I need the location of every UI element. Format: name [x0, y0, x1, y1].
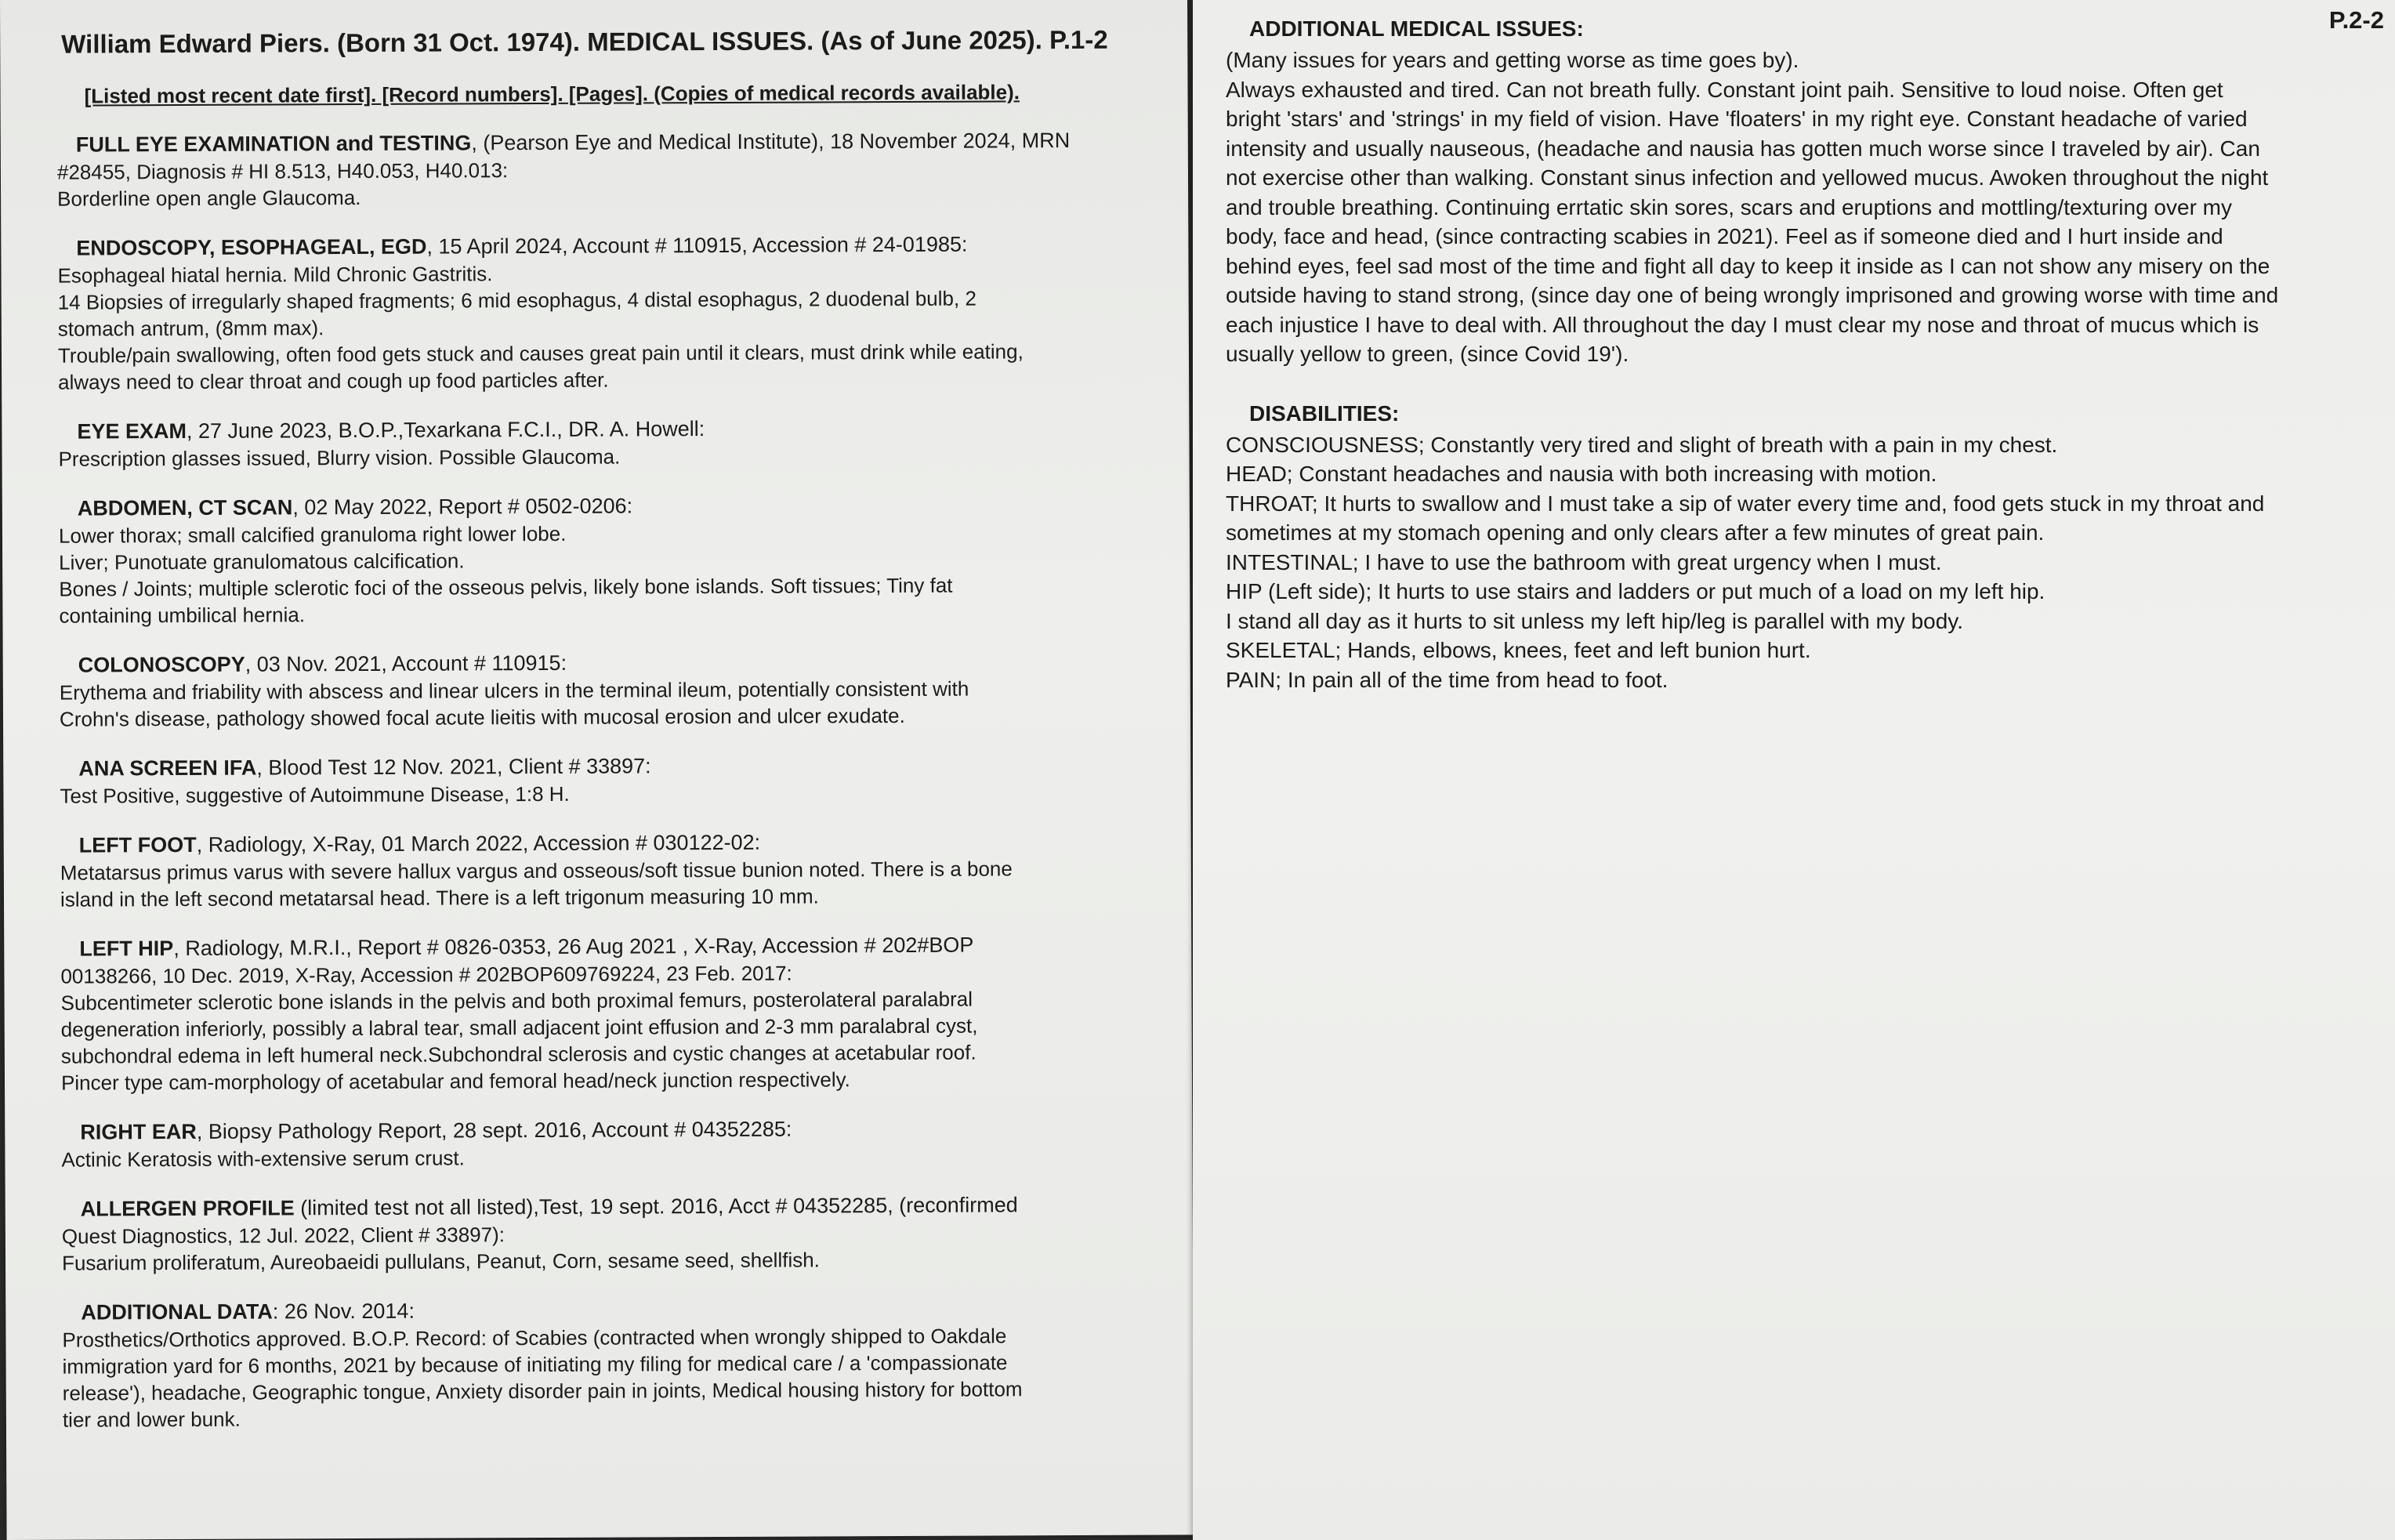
disability-item: I stand all day as it hurts to sit unless my left hip/leg is parallel with my body. — [1226, 608, 1964, 633]
record-entry — [58, 413, 1142, 473]
record-heading — [76, 230, 1141, 263]
additional-issues-heading: ADDITIONAL MEDICAL ISSUES: — [1249, 16, 1584, 41]
record-line: Fusarium proliferatum, Aureobaeidi pullulans, Peanut, Corn, sesame seed, shellfish. — [61, 1248, 820, 1275]
text-line: intensity and usually nauseous, (headache and nausia has gotten much worse since I traveled by air). Can — [1226, 136, 2260, 161]
record-details: , Radiology, X-Ray, 01 March 2022, Accession # 030122-02: — [196, 830, 761, 857]
record-heading — [78, 647, 1143, 679]
record-line: Borderline open angle Glaucoma. — [57, 185, 361, 211]
record-heading — [78, 750, 1143, 783]
disability-item: INTESTINAL; I have to use the bathroom with great urgency when I must. — [1226, 549, 1942, 574]
record-entry — [60, 647, 1143, 733]
record-line: Prosthetics/Orthotics approved. B.O.P. Record: of Scabies (contracted when wrongly shipped to Oakdale — [62, 1324, 1007, 1352]
record-entry — [61, 1114, 1145, 1173]
text-line: Always exhausted and tired. Can not breath fully. Constant joint paih. Sensitive to loud noise. Often get — [1226, 77, 2223, 102]
record-line: Crohn's disease, pathology showed focal acute lieitis with mucosal erosion and ulcer exudate. — [59, 703, 905, 731]
record-label: RIGHT EAR — [80, 1119, 197, 1144]
additional-issues-text — [1226, 45, 2364, 369]
record-line: stomach antrum, (8mm max). — [57, 316, 324, 341]
record-line: Liver; Punotuate granulomatous calcification. — [59, 549, 465, 574]
record-heading — [79, 827, 1144, 860]
record-line: Prescription glasses issued, Blurry vision. Possible Glaucoma. — [58, 444, 621, 471]
record-details: (limited test not all listed),Test, 19 sept. 2016, Acct # 04352285, (reconfirmed — [294, 1193, 1018, 1220]
text-line: body, face and head, (since contracting scabies in 2021). Feel as if someone died and I hurt inside and — [1226, 224, 2223, 248]
record-line: 00138266, 10 Dec. 2019, X-Ray, Accession # 202BOP609769224, 23 Feb. 2017: — [60, 961, 792, 988]
record-label: ANA SCREEN IFA — [78, 756, 257, 781]
record-heading — [80, 1114, 1145, 1147]
record-line: Subcentimeter sclerotic bone islands in the pelvis and both proximal femurs, posterolateral paralabral — [60, 987, 973, 1015]
text-line: outside having to stand strong, (since day one of being wrongly imprisoned and growing worse with time and — [1226, 283, 2279, 307]
record-line: Bones / Joints; multiple sclerotic foci of the osseous pelvis, likely bone islands. Soft tissues; Tiny fat — [59, 573, 953, 601]
text-line: (Many issues for years and getting worse as time goes by). — [1226, 48, 1799, 72]
record-line: containing umbilical hernia. — [59, 603, 306, 628]
text-line: each injustice I have to deal with. All throughout the day I must clear my nose and throat of mucus which is — [1226, 312, 2259, 337]
disability-item: HIP (Left side); It hurts to use stairs and ladders or put much of a load on my left hip. — [1226, 579, 2045, 603]
record-label: LEFT HIP — [79, 937, 174, 961]
disability-item: PAIN; In pain all of the time from head to foot. — [1226, 667, 1669, 692]
record-label: ADDITIONAL DATA — [81, 1299, 273, 1324]
record-line: subchondral edema in left humeral neck.Subchondral sclerosis and cystic changes at acetabular roof. — [60, 1040, 976, 1068]
record-line: Test Positive, suggestive of Autoimmune Disease, 1:8 H. — [60, 781, 570, 808]
record-line: Lower thorax; small calcified granuloma right lower lobe. — [58, 521, 567, 548]
page-title: William Edward Piers. (Born 31 Oct. 1974). MEDICAL ISSUES. (As of June 2025). P.1-2 — [61, 24, 1108, 59]
text-line: and trouble breathing. Continuing errtatic skin sores, scars and eruptions and mottling/texturing over my — [1226, 194, 2233, 219]
record-label: COLONOSCOPY — [78, 652, 245, 677]
record-line: Trouble/pain swallowing, often food gets stuck and causes great pain until it clears, must drink while eating, — [57, 339, 1024, 368]
record-heading — [77, 413, 1142, 446]
record-entry — [59, 490, 1143, 629]
record-label: EYE EXAM — [77, 419, 187, 444]
page-2 — [1193, 0, 2395, 1540]
disabilities-list — [1226, 430, 2364, 695]
record-line: Actinic Keratosis with-extensive serum crust. — [61, 1146, 465, 1172]
record-details: , Radiology, M.R.I., Report # 0826-0353, 26 Aug 2021 , X-Ray, Accession # 202#BOP — [173, 933, 974, 961]
record-label: ENDOSCOPY, ESOPHAGEAL, EGD — [76, 234, 427, 260]
record-line: 14 Biopsies of irregularly shaped fragments; 6 mid esophagus, 4 distal esophagus, 2 duodenal bulb, 2 — [57, 286, 976, 314]
record-label: FULL EYE EXAMINATION and TESTING — [75, 131, 472, 157]
record-entry — [60, 827, 1144, 913]
record-line: #28455, Diagnosis # HI 8.513, H40.053, H40.013: — [56, 158, 509, 184]
record-line: Metatarsus primus varus with severe hallux vargus and osseous/soft tissue bunion noted. There is a bone — [60, 857, 1013, 885]
record-line: Esophageal hiatal hernia. Mild Chronic Gastritis. — [57, 262, 493, 288]
record-details: , 03 Nov. 2021, Account # 110915: — [245, 650, 567, 676]
text-line: not exercise other than walking. Constant sinus infection and yellowed mucus. Awoken throughout the night — [1226, 165, 2269, 190]
record-line: Pincer type cam-morphology of acetabular and femoral head/neck junction respectively. — [60, 1067, 850, 1095]
record-details: , 27 June 2023, B.O.P.,Texarkana F.C.I., DR. A. Howell: — [186, 417, 705, 443]
record-line: Quest Diagnostics, 12 Jul. 2022, Client # 33897): — [61, 1223, 505, 1248]
record-entry — [57, 230, 1142, 396]
record-heading — [79, 930, 1144, 963]
record-line: always need to clear throat and cough up food particles after. — [58, 368, 609, 394]
record-heading — [78, 490, 1143, 523]
text-line: bright 'stars' and 'strings' in my field of vision. Have 'floaters' in my right eye. Constant headache of varied — [1226, 107, 2248, 131]
record-entry — [62, 1294, 1147, 1433]
record-line: island in the left second metatarsal head. There is a left trigonum measuring 10 mm. — [60, 884, 819, 911]
record-entry — [60, 930, 1145, 1096]
record-label: ABDOMEN, CT SCAN — [77, 495, 293, 520]
record-details: , 15 April 2024, Account # 110915, Accession # 24-01985: — [426, 232, 968, 259]
record-line: release'), headache, Geographic tongue, Anxiety disorder pain in joints, Medical housing history for bottom — [62, 1377, 1023, 1405]
text-line: usually yellow to green, (since Covid 19'). — [1226, 342, 1629, 366]
record-label: LEFT FOOT — [78, 832, 197, 857]
record-heading — [76, 126, 1141, 159]
record-details: , (Pearson Eye and Medical Institute), 18 November 2024, MRN — [471, 129, 1071, 155]
page-1 — [0, 0, 1194, 1540]
record-line: tier and lower bunk. — [62, 1407, 241, 1432]
record-details: : 26 Nov. 2014: — [272, 1299, 415, 1324]
text-line: behind eyes, feel sad most of the time and fight all day to keep it inside as I can not show any misery on the — [1226, 253, 2270, 278]
record-line: immigration yard for 6 months, 2021 by because of initiating my filing for medical care / a 'compassionate — [62, 1350, 1008, 1379]
record-details: , Blood Test 12 Nov. 2021, Client # 33897: — [256, 754, 651, 780]
record-entry — [62, 1190, 1146, 1277]
record-entry — [60, 750, 1143, 810]
page-number: P.2-2 — [2328, 6, 2384, 34]
record-heading — [81, 1190, 1146, 1223]
disability-item: HEAD; Constant headaches and nausia with both increasing with motion. — [1226, 462, 1937, 486]
record-line: Erythema and friability with abscess and linear ulcers in the terminal ileum, potentially consistent with — [59, 676, 969, 705]
record-line: degeneration inferiorly, possibly a labral tear, small adjacent joint effusion and 2-3 mm paralabral cyst, — [60, 1013, 978, 1042]
record-label: ALLERGEN PROFILE — [80, 1196, 295, 1221]
disabilities-heading: DISABILITIES: — [1249, 400, 1400, 426]
record-heading — [81, 1294, 1146, 1327]
disability-item: CONSCIOUSNESS; Constantly very tired and slight of breath with a pain in my chest. — [1226, 432, 2058, 457]
record-entry — [57, 126, 1141, 212]
disability-item: sometimes at my stomach opening and only clears after a few minutes of great pain. — [1226, 520, 2045, 545]
record-details: , 02 May 2022, Report # 0502-0206: — [292, 494, 633, 520]
record-details: , Biopsy Pathology Report, 28 sept. 2016, Account # 04352285: — [196, 1117, 792, 1143]
page-subtitle: [Listed most recent date first]. [Record numbers]. [Pages]. (Copies of medical records available). — [84, 80, 1020, 108]
disability-item: THROAT; It hurts to swallow and I must take a sip of water every time and, food gets stuck in my throat and — [1226, 491, 2265, 516]
disability-item: SKELETAL; Hands, elbows, knees, feet and left bunion hurt. — [1226, 638, 1811, 662]
